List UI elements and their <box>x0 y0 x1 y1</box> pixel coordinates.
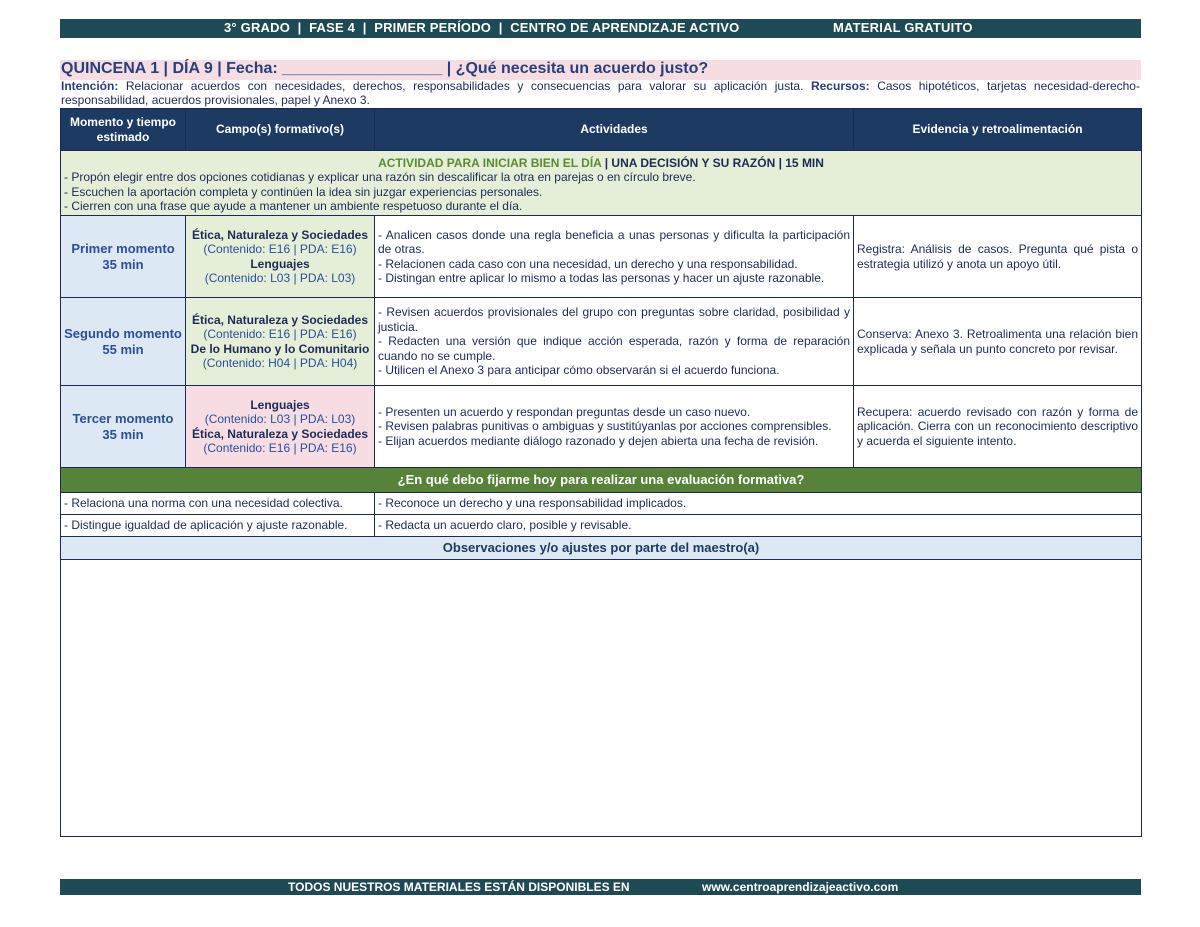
activity-item: - Presenten un acuerdo y respondan preguntas desde un caso nuevo. <box>378 404 751 419</box>
moment-name: Primer momento <box>71 240 175 256</box>
moment-cell <box>61 216 186 298</box>
evaluation-row <box>61 493 1142 515</box>
intent-paragraph <box>61 79 1140 107</box>
footer-banner <box>60 879 1141 895</box>
evaluation-row <box>61 515 1142 537</box>
moment-cell <box>61 386 186 468</box>
activity-item: - Elijan acuerdos mediante diálogo razonado y dejen abierta una fecha de revisión. <box>378 433 819 448</box>
footer-link[interactable]: www.centroaprendizajeactivo.com <box>702 880 899 894</box>
field-name: Ética, Naturaleza y Sociedades <box>191 426 369 441</box>
header-evidence: Evidencia y retroalimentación <box>854 109 1142 151</box>
resources-text: Casos hipotéticos, tarjetas necesidad-derecho-responsabilidad, acuerdos provisionales, papel y Anexo 3. <box>61 79 1140 107</box>
observations-title: Observaciones y/o ajustes por parte del maestro(a) <box>61 537 1142 560</box>
field-content: (Contenido: E16 | PDA: E16) <box>203 242 357 256</box>
field-content: (Contenido: E16 | PDA: E16) <box>203 327 357 341</box>
start-activity-cell <box>61 151 1142 216</box>
moment-name: Segundo momento <box>64 325 182 341</box>
intent-text: Relacionar acuerdos con necesidades, derechos, responsabilidades y consecuencias para valorar su aplicación justa. <box>125 79 804 93</box>
observations-body-row <box>61 560 1142 837</box>
activities-cell <box>375 216 854 298</box>
evaluation-item <box>375 515 1142 537</box>
field-name: Ética, Naturaleza y Sociedades <box>191 312 369 327</box>
moment-row-2 <box>61 298 1142 386</box>
moment-time: 35 min <box>102 426 144 442</box>
start-activity-title <box>64 156 1138 171</box>
field-name: Ética, Naturaleza y Sociedades <box>191 227 369 242</box>
activity-item: - Relacionen cada caso con una necesidad, un derecho y una responsabilidad. <box>378 256 798 271</box>
top-banner <box>60 19 1141 38</box>
evaluation-header-row <box>61 468 1142 493</box>
start-activity-title-rest: | UNA DECISIÓN Y SU RAZÓN | 15 MIN <box>601 155 824 170</box>
field-name: Lenguajes <box>250 397 310 412</box>
field-cell <box>186 216 375 298</box>
grade-phase-label: 3° GRADO | FASE 4 | PRIMER PERÍODO | CENTRO DE APRENDIZAJE ACTIVO <box>224 20 740 35</box>
moment-time: 35 min <box>102 256 144 272</box>
moment-name: Tercer momento <box>72 410 174 426</box>
start-activity-line: - Propón elegir entre dos opciones cotidianas y explicar una razón sin descalificar la otra en parejas o en círculo breve. <box>64 170 696 184</box>
activity-item: - Redacten una versión que indique acción esperada, razón y forma de reparación cuando no se cumple. <box>378 334 850 363</box>
moment-row-1 <box>61 216 1142 298</box>
evidence-cell: Conserva: Anexo 3. Retroalimenta una relación bien explicada y señala un punto concreto por revisar. <box>854 298 1142 386</box>
field-content: (Contenido: H04 | PDA: H04) <box>202 356 358 370</box>
evidence-cell: Recupera: acuerdo revisado con razón y forma de aplicación. Cierra con un reconocimiento descriptivo y acuerda el siguiente intento. <box>854 386 1142 468</box>
start-activity-title-green: ACTIVIDAD PARA INICIAR BIEN EL DÍA <box>378 155 602 170</box>
intent-label: Intención: <box>61 79 119 93</box>
field-name: Lenguajes <box>250 256 310 271</box>
footer-text: TODOS NUESTROS MATERIALES ESTÁN DISPONIBLES EN <box>288 880 630 894</box>
moment-time: 55 min <box>102 341 144 357</box>
header-activities: Actividades <box>375 109 854 151</box>
activity-item: - Revisen palabras punitivas o ambiguas y sustitúyanlas por acciones comprensibles. <box>378 419 832 434</box>
header-field: Campo(s) formativo(s) <box>186 109 375 151</box>
start-activity-line: - Cierren con una frase que ayude a mantener un ambiente respetuoso durante el día. <box>64 199 523 213</box>
evaluation-title: ¿En qué debo fijarme hoy para realizar una evaluación formativa? <box>61 468 1142 493</box>
table-header-row <box>61 109 1142 151</box>
activities-cell <box>375 298 854 386</box>
evaluation-item: - Relaciona una norma con una necesidad colectiva. <box>61 493 375 515</box>
evidence-cell: Registra: Análisis de casos. Pregunta qué pista o estrategia utilizó y anota un apoyo útil. <box>854 216 1142 298</box>
field-cell <box>186 386 375 468</box>
evaluation-item <box>375 493 1142 515</box>
activities-cell <box>375 386 854 468</box>
planning-table <box>60 108 1142 837</box>
moment-row-3 <box>61 386 1142 468</box>
moment-cell <box>61 298 186 386</box>
start-activity-row <box>61 151 1142 216</box>
resources-label: Recursos: <box>810 79 870 93</box>
field-cell <box>186 298 375 386</box>
evaluation-item: - Distingue igualdad de aplicación y ajuste razonable. <box>61 515 375 537</box>
evaluation-item-text: - Reconoce un derecho y una responsabilidad implicados. <box>378 496 687 511</box>
activity-item: - Distingan entre aplicar lo mismo a todas las personas y hacer un ajuste razonable. <box>378 271 825 285</box>
evaluation-item-text: - Redacta un acuerdo claro, posible y revisable. <box>378 518 632 533</box>
field-name: De lo Humano y lo Comunitario <box>190 341 370 356</box>
activity-item: - Revisen acuerdos provisionales del grupo con preguntas sobre claridad, posibilidad y justicia. <box>378 305 850 334</box>
field-content: (Contenido: L03 | PDA: L03) <box>204 271 356 285</box>
free-material-label: MATERIAL GRATUITO <box>833 20 973 35</box>
observations-area[interactable] <box>61 560 1142 837</box>
start-activity-line: - Escuchen la aportación completa y continúen la idea sin juzgar experiencias personales. <box>64 184 543 199</box>
field-content: (Contenido: L03 | PDA: L03) <box>204 412 356 426</box>
header-moment: Momento y tiempo estimado <box>61 109 186 151</box>
page-title: QUINCENA 1 | DÍA 9 | Fecha: __________________ | ¿Qué necesita un acuerdo justo? <box>61 60 709 77</box>
field-content: (Contenido: E16 | PDA: E16) <box>203 441 357 455</box>
observations-header-row <box>61 537 1142 560</box>
title-bar <box>60 60 1141 80</box>
activity-item: - Analicen casos donde una regla beneficia a unas personas y dificulta la participación de otras. <box>378 227 850 256</box>
activity-item: - Utilicen el Anexo 3 para anticipar cómo observarán si el acuerdo funciona. <box>378 363 780 378</box>
